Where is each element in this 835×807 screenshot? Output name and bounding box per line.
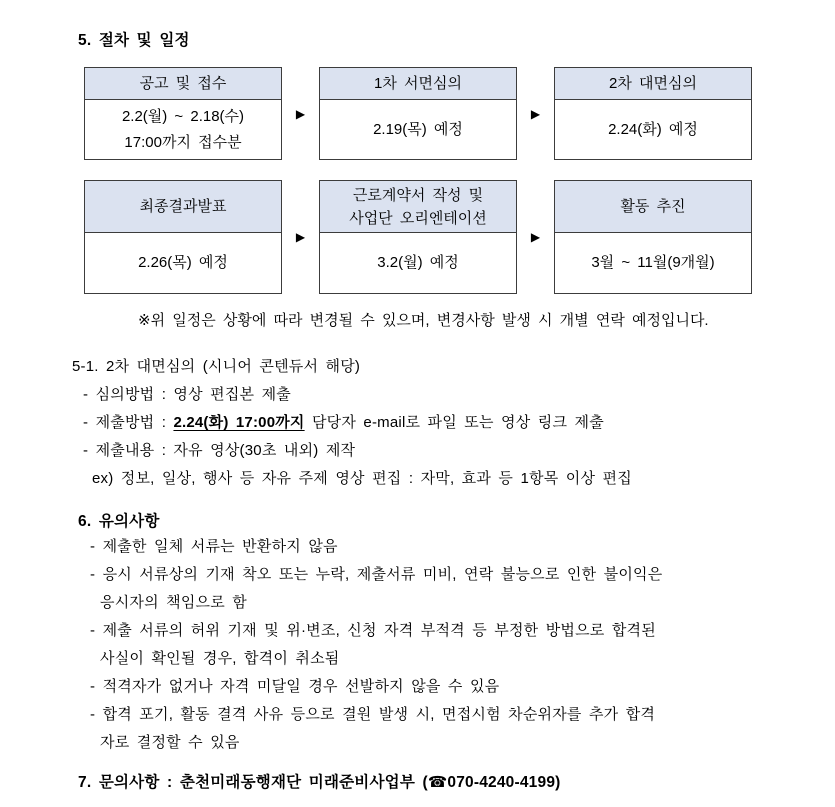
flow-row-2 (84, 180, 752, 294)
flow-box-header-text: 활동 추진 (620, 198, 686, 215)
contact-text: 7. 문의사항 : 춘천미래동행재단 미래준비사업부 ( (78, 774, 428, 791)
notice-item-continuation: 사실이 확인될 경우, 합격이 취소됨 (100, 650, 340, 667)
flow-box-body-text: 2.26(목) 예정 (138, 254, 228, 271)
section6 (78, 511, 810, 757)
notice-item: - 합격 포기, 활동 결격 사유 등으로 결원 발생 시, 면접시험 차순위자를 추가 합격 (90, 706, 656, 723)
flow-box-header (555, 181, 751, 233)
flow-box-header-text: 사업단 오리엔테이션 (349, 209, 487, 227)
arrow-right-icon: ▶ (295, 230, 306, 244)
flow-box-body-text: 17:00까지 접수분 (124, 133, 242, 151)
flow-box-first-review (319, 67, 517, 160)
contact-line (78, 769, 810, 797)
section5-1 (72, 353, 810, 493)
notice-item: - 제출 서류의 허위 기재 및 위·변조, 신청 자격 부적격 등 부정한 방법으로 합격된 (90, 622, 656, 639)
flow-gap (282, 180, 319, 294)
flow-box-body-text: 3.2(월) 예정 (377, 254, 459, 271)
flow-box-header-text: 2차 대면심의 (609, 75, 697, 92)
flow-box-header-text: 1차 서면심의 (374, 75, 462, 92)
flow-box-header (320, 68, 516, 100)
flow-box-body (320, 100, 516, 159)
flow-gap (517, 180, 554, 294)
submit-method-rest: 담당자 e-mail로 파일 또는 영상 링크 제출 (304, 414, 604, 431)
section5-title: 5. 절차 및 일정 (78, 32, 190, 49)
flow-box-header (555, 68, 751, 100)
submit-deadline-emphasis: 2.24(화) 17:00까지 (173, 414, 305, 431)
flow-box-header (320, 181, 516, 233)
flow-box-body-text: 2.24(화) 예정 (608, 120, 698, 138)
contact-number: 070-4240-4199) (447, 774, 561, 791)
submit-content-line: - 제출내용 : 자유 영상(30초 내외) 제작 (83, 442, 356, 459)
submit-method-prefix: - 제출방법 : (83, 414, 174, 431)
flow-box-body (555, 100, 751, 159)
arrow-right-icon: ▶ (530, 230, 541, 244)
flow-box-activity (554, 180, 752, 294)
flow-box-body-text: 2.19(목) 예정 (373, 120, 463, 138)
flow-box-header (85, 68, 281, 100)
notice-item-continuation: 자로 결정할 수 있음 (100, 734, 240, 751)
notice-item: - 응시 서류상의 기재 착오 또는 누락, 제출서류 미비, 연락 불능으로 인한 불이익은 (90, 566, 663, 583)
flow-box-header-text: 공고 및 접수 (139, 75, 227, 92)
notice-item: - 적격자가 없거나 자격 미달일 경우 선발하지 않을 수 있음 (90, 678, 500, 695)
flow-box-body (85, 100, 281, 159)
flow-box-body-text: 3월 ~ 11월(9개월) (591, 254, 715, 271)
flow-row-1 (84, 67, 752, 160)
flow-box-second-review (554, 67, 752, 160)
phone-icon: ☎ (427, 774, 448, 791)
flow-box-announcement (84, 67, 282, 160)
flow-box-body (320, 233, 516, 293)
flow-box-header-text: 최종결과발표 (139, 198, 227, 215)
flow-box-body (555, 233, 751, 293)
flow-box-body (85, 233, 281, 293)
section6-heading: 6. 유의사항 (78, 513, 160, 530)
arrow-right-icon: ▶ (530, 106, 541, 121)
flow-box-body-text: 2.2(월) ~ 2.18(수) (121, 107, 245, 125)
flow-box-header-text: 근로계약서 작성 및 (352, 186, 484, 204)
example-line: ex) 정보, 일상, 행사 등 자유 주제 영상 편집 : 자막, 효과 등 1항목 이상 편집 (92, 470, 632, 487)
arrow-right-icon: ▶ (295, 106, 306, 121)
flow-box-final-result (84, 180, 282, 294)
flow-box-header (85, 181, 281, 233)
review-method-line: - 심의방법 : 영상 편집본 제출 (83, 386, 291, 403)
notice-item-continuation: 응시자의 책임으로 함 (100, 594, 247, 611)
section5-1-heading: 5-1. 2차 대면심의 (시니어 콘텐듀서 해당) (72, 358, 361, 375)
flow-box-contract-orientation (319, 180, 517, 294)
flow-gap (517, 67, 554, 160)
notice-item: - 제출한 일체 서류는 반환하지 않음 (90, 538, 338, 555)
schedule-note: ※위 일정은 상황에 따라 변경될 수 있으며, 변경사항 발생 시 개별 연락 예정입니다. (138, 312, 709, 329)
submit-method-line (83, 409, 810, 437)
flow-gap (282, 67, 319, 160)
